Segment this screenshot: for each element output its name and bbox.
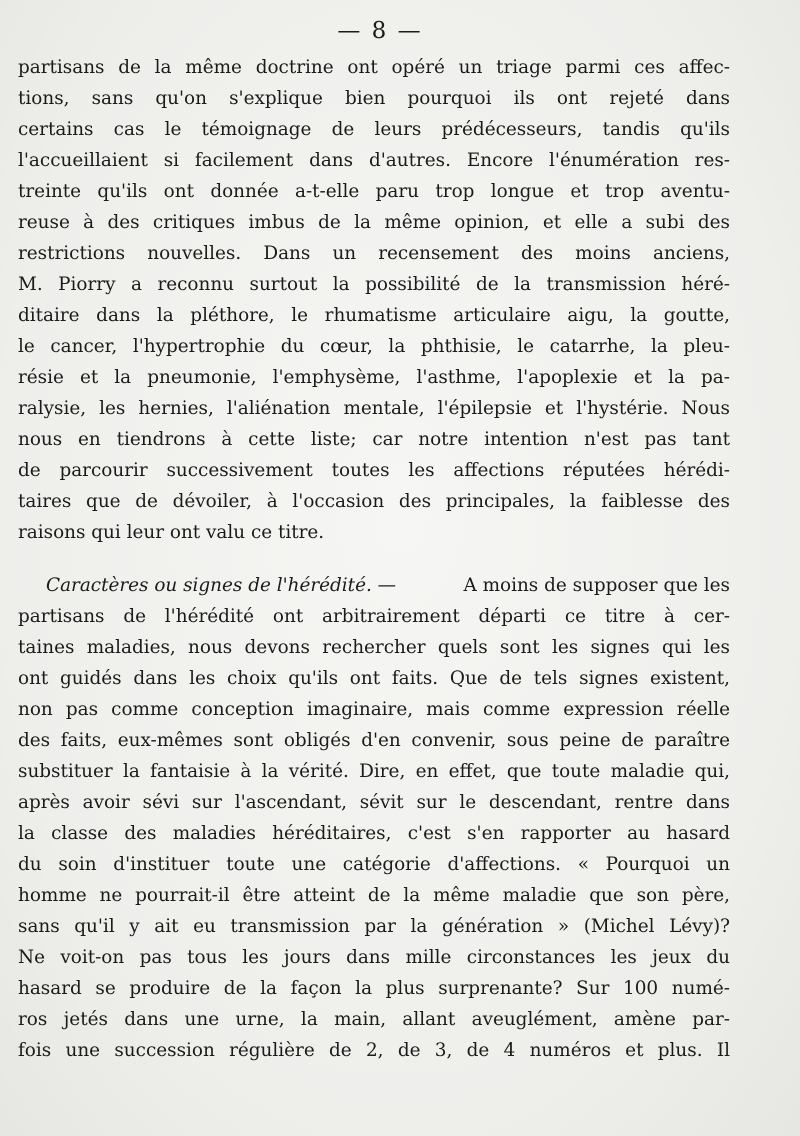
first-line-rest: A moins de supposer que les [463,575,730,596]
text-line: nous en tiendrons à cette liste; car notre intention n'est pas tant [18,429,730,450]
text-line: ont guidés dans les choix qu'ils ont faits. Que de tels signes existent, [18,668,730,689]
text-line: substituer la fantaisie à la vérité. Dire, en effet, que toute maladie qui, [18,761,730,782]
text-line: des faits, eux-mêmes sont obligés d'en convenir, sous peine de paraître [18,730,730,751]
text-line: du soin d'instituer toute une catégorie d'affections. « Pourquoi un [18,854,730,875]
text-line: reuse à des critiques imbus de la même opinion, et elle a subi des [18,212,730,233]
text-line: partisans de la même doctrine ont opéré un triage parmi ces affec- [18,57,730,78]
text-line: fois une succession régulière de 2, de 3, de 4 numéros et plus. Il [18,1040,730,1061]
text-line: ros jetés dans une urne, la main, allant aveuglément, amène par- [18,1009,730,1030]
text-line: partisans de l'hérédité ont arbitrairement départi ce titre à cer- [18,606,730,627]
text-line: ralysie, les hernies, l'aliénation mentale, l'épilepsie et l'hystérie. Nous [18,398,730,419]
text-line: le cancer, l'hypertrophie du cœur, la phthisie, le catarrhe, la pleu- [18,336,730,357]
page-number: — 8 — [337,18,423,44]
section-heading-group [46,570,396,601]
text-line: M. Piorry a reconnu surtout la possibilité de la transmission héré- [18,274,730,295]
text-line: taines maladies, nous devons rechercher quels sont les signes qui les [18,637,730,658]
text-line: Ne voit-on pas tous les jours dans mille circonstances les jeux du [18,947,730,968]
text-line: après avoir sévi sur l'ascendant, sévit sur le descendant, rentre dans [18,792,730,813]
text-line: tions, sans qu'on s'explique bien pourquoi ils ont rejeté dans [18,88,730,109]
text-line: treinte qu'ils ont donnée a-t-elle paru trop longue et trop aventu- [18,181,730,202]
section-first-line [46,570,730,601]
section-heading: Caractères ou signes de l'hérédité. [46,575,372,596]
text-line: taires que de dévoiler, à l'occasion des principales, la faiblesse des [18,491,730,512]
text-line: non pas comme conception imaginaire, mais comme expression réelle [18,699,730,720]
text-line: la classe des maladies héréditaires, c'est s'en rapporter au hasard [18,823,730,844]
heading-dash: — [371,575,397,596]
text-line: restrictions nouvelles. Dans un recensement des moins anciens, [18,243,730,264]
text-line: de parcourir successivement toutes les affections réputées hérédi- [18,460,730,481]
text-line: résie et la pneumonie, l'emphysème, l'asthme, l'apoplexie et la pa- [18,367,730,388]
text-line: homme ne pourrait-il être atteint de la même maladie que son père, [18,885,730,906]
text-line: l'accueillaient si facilement dans d'autres. Encore l'énumération res- [18,150,730,171]
text-line: hasard se produire de la façon la plus surprenante? Sur 100 numé- [18,978,730,999]
text-line: ditaire dans la pléthore, le rhumatisme articulaire aigu, la goutte, [18,305,730,326]
text-line: sans qu'il y ait eu transmission par la génération » (Michel Lévy)? [18,916,730,937]
text-line: certains cas le témoignage de leurs prédécesseurs, tandis qu'ils [18,119,730,140]
text-line-last: raisons qui leur ont valu ce titre. [18,522,325,543]
